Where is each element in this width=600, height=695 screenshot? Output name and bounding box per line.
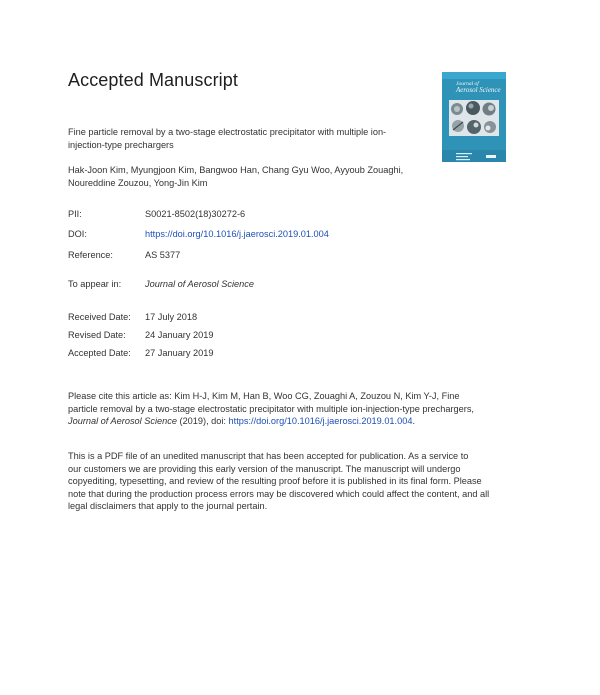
accepted-value: 27 January 2019: [145, 348, 214, 358]
citation-end: .: [412, 416, 415, 427]
accepted-label: Accepted Date:: [68, 348, 131, 358]
disclaimer-paragraph: [68, 450, 538, 513]
appear-label: To appear in:: [68, 279, 122, 289]
cover-image-panel: [449, 100, 499, 136]
journal-cover-image: [442, 72, 506, 162]
disclaimer-line2: our customers we are providing this early version of the manuscript. The manuscript will undergo: [68, 463, 461, 474]
article-title-line2: injection-type prechargers: [68, 140, 174, 150]
disclaimer-line1: This is a PDF file of an unedited manuscript that has been accepted for publication. As a service to: [68, 451, 469, 461]
citation-line2: particle removal by a two-stage electrostatic precipitator with multiple ion-injection-type prechargers,: [68, 403, 474, 414]
cover-journal-name: [456, 81, 501, 93]
citation-journal: Journal of Aerosol Science: [68, 416, 177, 427]
citation-line3: [68, 415, 538, 428]
article-title: [68, 126, 438, 152]
cover-journal-line1: Journal of: [456, 81, 479, 87]
disclaimer-line3: copyediting, typesetting, and review of the resulting proof before it is published in its final form. Please: [68, 476, 482, 487]
cover-micrographs: [449, 100, 499, 136]
revised-value: 24 January 2019: [145, 330, 214, 340]
disclaimer-line4: note that during the production process errors may be discovered which could affect the content, and all: [68, 488, 490, 499]
author-list: [68, 164, 443, 190]
citation-paragraph: [68, 390, 538, 428]
citation-line1: Please cite this article as: Kim H-J, Kim M, Han B, Woo CG, Zouaghi A, Zouzou N, Kim Y-J, Fine: [68, 391, 460, 401]
cover-footer: [442, 150, 506, 162]
pii-value: S0021-8502(18)30272-6: [145, 209, 246, 219]
doi-link[interactable]: https://doi.org/10.1016/j.jaerosci.2019.01.004: [145, 229, 329, 239]
revised-label: Revised Date:: [68, 330, 126, 340]
appear-value: Journal of Aerosol Science: [145, 279, 254, 289]
authors-line2: Noureddine Zouzou, Yong-Jin Kim: [68, 178, 208, 188]
citation-doi-prefix: (2019), doi:: [176, 416, 229, 427]
pii-label: PII:: [68, 209, 82, 219]
authors-line1: Hak-Joon Kim, Myungjoon Kim, Bangwoo Han, Chang Gyu Woo, Ayyoub Zouaghi,: [68, 165, 404, 175]
doi-label: DOI:: [68, 229, 87, 239]
received-label: Received Date:: [68, 312, 131, 322]
reference-value: AS 5377: [145, 250, 181, 260]
disclaimer-line5: legal disclaimers that apply to the journal pertain.: [68, 501, 268, 512]
citation-doi-link[interactable]: https://doi.org/10.1016/j.jaerosci.2019.01.004: [228, 416, 413, 427]
article-title-line1: Fine particle removal by a two-stage electrostatic precipitator with multiple ion-: [68, 127, 387, 137]
received-value: 17 July 2018: [145, 312, 198, 322]
cover-footer-marks: [442, 151, 506, 162]
reference-label: Reference:: [68, 250, 113, 260]
page-title: Accepted Manuscript: [68, 70, 238, 90]
cover-header-strip: [442, 72, 506, 79]
cover-journal-line2: Aerosol Science: [456, 86, 501, 94]
